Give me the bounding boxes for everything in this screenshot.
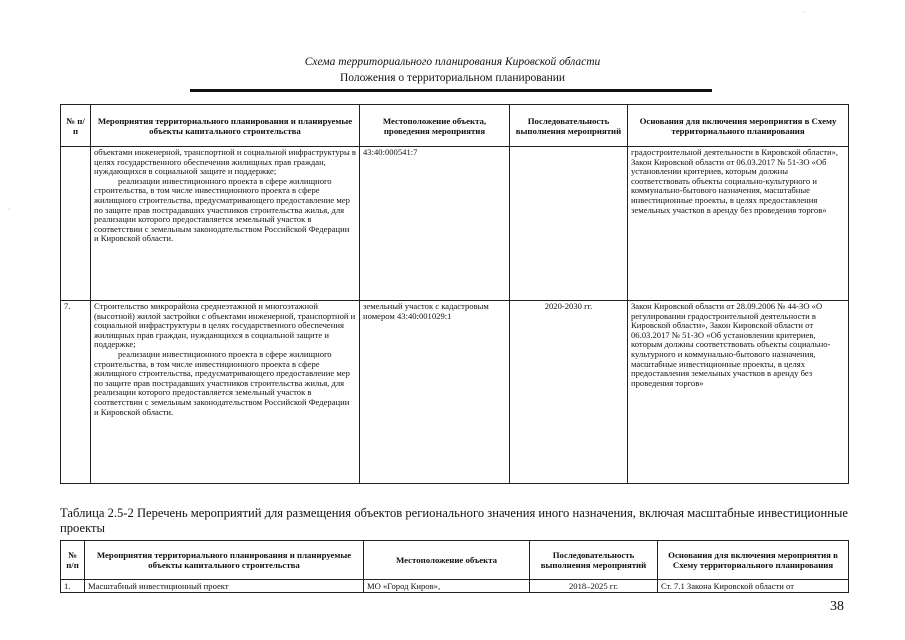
scan-mark: · xyxy=(8,205,11,214)
activity-text: Строительство микрорайона среднеэтажной и многоэтажной (высотной) жилой застройки с объектами инженерной, транспортной и социальной инфраструктуры в целях государственного обеспечения жилищных прав граждан, нуждающихся в социальной защите и поддержке; xyxy=(94,301,356,350)
page-number: 38 xyxy=(830,599,844,614)
col-header-basis: Основания для включения мероприятия в Схему территориального планирования xyxy=(628,105,849,147)
col-header-location: Местоположение объекта xyxy=(364,541,530,580)
activities-table xyxy=(60,104,849,484)
activity-cell xyxy=(91,301,360,484)
table-caption: Таблица 2.5-2 Перечень мероприятий для размещения объектов регионального значения иного назначения, включая масштабные инвестиционные проекты xyxy=(60,506,848,535)
basis-cell: Ст. 7.1 Закона Кировской области от xyxy=(658,580,849,593)
table-row xyxy=(61,147,849,301)
location-cell: МО «Город Киров», xyxy=(364,580,530,593)
col-header-activity: Мероприятия территориального планирования и планируемые объекты капитального строительства xyxy=(91,105,360,147)
table-header-row xyxy=(61,541,849,580)
sequence-cell: 2020-2030 гг. xyxy=(510,301,628,484)
row-number: 1. xyxy=(61,580,85,593)
sequence-cell xyxy=(510,147,628,301)
row-number: 7. xyxy=(61,301,91,484)
col-header-location: Местоположение объекта, проведения мероприятия xyxy=(360,105,510,147)
row-number xyxy=(61,147,91,301)
basis-cell: Закон Кировской области от 28.09.2006 № 44-ЗО «О регулировании градостроительной деятельности в Кировской области», Закон Кировской области от 06.03.2017 № 51-ЗО «Об установлении критериев, которым должны соответствовать объекты социально-культурного и коммунально-бытового назначения, масштабные инвестиционные проекты, в целях предоставления земельных участков в аренду без проведения торгов» xyxy=(628,301,849,484)
document-title: Схема территориального планирования Кировской области xyxy=(304,56,601,68)
location-cell: 43:40:000541:7 xyxy=(360,147,510,301)
col-header-sequence: Последовательность выполнения мероприятий xyxy=(510,105,628,147)
scan-mark: · xyxy=(803,8,806,17)
table-header-row xyxy=(61,105,849,147)
activity-cell: Масштабный инвестиционный проект xyxy=(85,580,364,593)
activity-text: реализации инвестиционного проекта в сфере жилищного строительства, в том числе инвестиционного проекта в сфере жилищного строительства, предусматривающего предоставление мер по защите прав пострадавших участников строительства жилья, для реализации которого предоставляется земельный участок в соответствии с земельным законодательством Российской Федерации и Кировской области. xyxy=(94,175,350,244)
activity-text: реализации инвестиционного проекта в сфере жилищного строительства, в том числе инвестиционного проекта в сфере жилищного строительства, предусматривающего предоставление мер по защите прав пострадавших участников строительства жилья, для реализации которого предоставляется земельный участок в соответствии с земельным законодательством Российской Федерации и Кировской области. xyxy=(94,348,350,417)
activity-text: объектами инженерной, транспортной и социальной инфраструктуры в целях государственного обеспечения жилищных прав граждан, нуждающихся в социальной защите и поддержке; xyxy=(94,147,356,177)
table-row xyxy=(61,301,849,484)
location-cell: земельный участок с кадастровым номером 43:40:001029:1 xyxy=(360,301,510,484)
basis-cell: градостроительной деятельности в Кировской области», Закон Кировской области от 06.03.2017 № 51-ЗО «Об установлении критериев, которым должны соответствовать объекты социально-культурного и коммунально-бытового назначения, масштабные инвестиционные проекты, в целях предоставления земельных участков в аренду без проведения торгов» xyxy=(628,147,849,301)
col-header-num: № п/п xyxy=(61,105,91,147)
col-header-sequence: Последовательность выполнения мероприятий xyxy=(530,541,658,580)
document-subtitle: Положения о территориальном планировании xyxy=(339,72,566,84)
col-header-activity: Мероприятия территориального планирования и планируемые объекты капитального строительства xyxy=(85,541,364,580)
col-header-basis: Основания для включения мероприятия в Схему территориального планирования xyxy=(658,541,849,580)
header-rule xyxy=(190,89,712,92)
table-row xyxy=(61,580,849,593)
activity-cell xyxy=(91,147,360,301)
regional-objects-table xyxy=(60,540,849,593)
sequence-cell: 2018–2025 гг. xyxy=(530,580,658,593)
col-header-num: № п/п xyxy=(61,541,85,580)
